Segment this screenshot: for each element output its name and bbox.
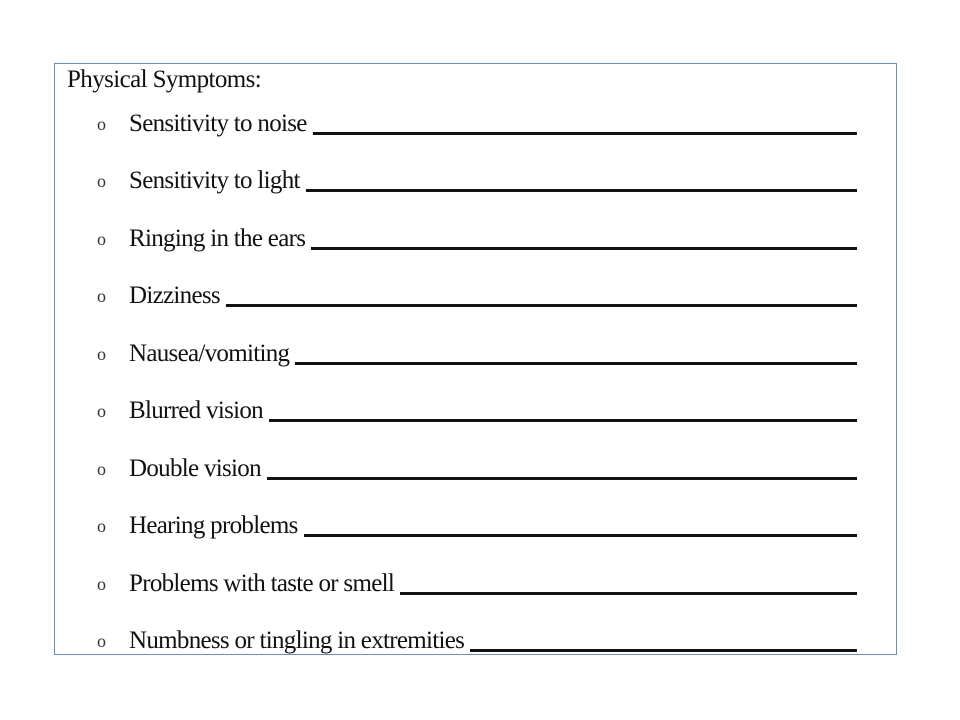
circle-bullet-icon: o <box>97 574 106 594</box>
answer-blank-line[interactable] <box>226 304 857 307</box>
circle-bullet-icon: o <box>97 114 106 134</box>
circle-bullet-icon: o <box>97 516 106 536</box>
symptom-label: Numbness or tingling in extremities <box>129 627 465 654</box>
symptom-item-noise <box>95 104 857 138</box>
answer-blank-line[interactable] <box>295 362 857 365</box>
circle-bullet-icon: o <box>97 229 106 249</box>
form-heading: Physical Symptoms: <box>67 66 262 93</box>
symptom-form-frame <box>54 63 897 655</box>
symptom-item-dizziness <box>95 276 857 310</box>
answer-blank-line[interactable] <box>267 477 857 480</box>
symptom-label: Blurred vision <box>129 397 263 424</box>
symptom-label: Problems with taste or smell <box>129 570 395 597</box>
symptom-label: Sensitivity to light <box>129 167 300 194</box>
symptom-label: Nausea/vomiting <box>129 340 290 367</box>
symptom-label: Sensitivity to noise <box>129 110 307 137</box>
answer-blank-line[interactable] <box>313 132 857 135</box>
circle-bullet-icon: o <box>97 401 106 421</box>
symptom-label: Double vision <box>129 455 261 482</box>
answer-blank-line[interactable] <box>269 419 857 422</box>
symptom-label: Hearing problems <box>129 512 298 539</box>
circle-bullet-icon: o <box>97 286 106 306</box>
answer-blank-line[interactable] <box>400 592 857 595</box>
answer-blank-line[interactable] <box>470 649 857 652</box>
symptom-item-double-vision <box>95 449 857 483</box>
symptom-item-numbness <box>95 621 857 655</box>
symptom-label: Ringing in the ears <box>129 225 306 252</box>
circle-bullet-icon: o <box>97 344 106 364</box>
symptom-label: Dizziness <box>129 282 220 309</box>
symptom-item-blurred-vision <box>95 391 857 425</box>
answer-blank-line[interactable] <box>304 534 857 537</box>
circle-bullet-icon: o <box>97 631 106 651</box>
symptom-item-ringing <box>95 219 857 253</box>
answer-blank-line[interactable] <box>311 247 857 250</box>
circle-bullet-icon: o <box>97 459 106 479</box>
symptom-list <box>55 64 896 654</box>
symptom-item-hearing <box>95 506 857 540</box>
circle-bullet-icon: o <box>97 171 106 191</box>
symptom-item-taste-smell <box>95 564 857 598</box>
symptom-item-light <box>95 161 857 195</box>
answer-blank-line[interactable] <box>306 189 857 192</box>
symptom-item-nausea <box>95 334 857 368</box>
